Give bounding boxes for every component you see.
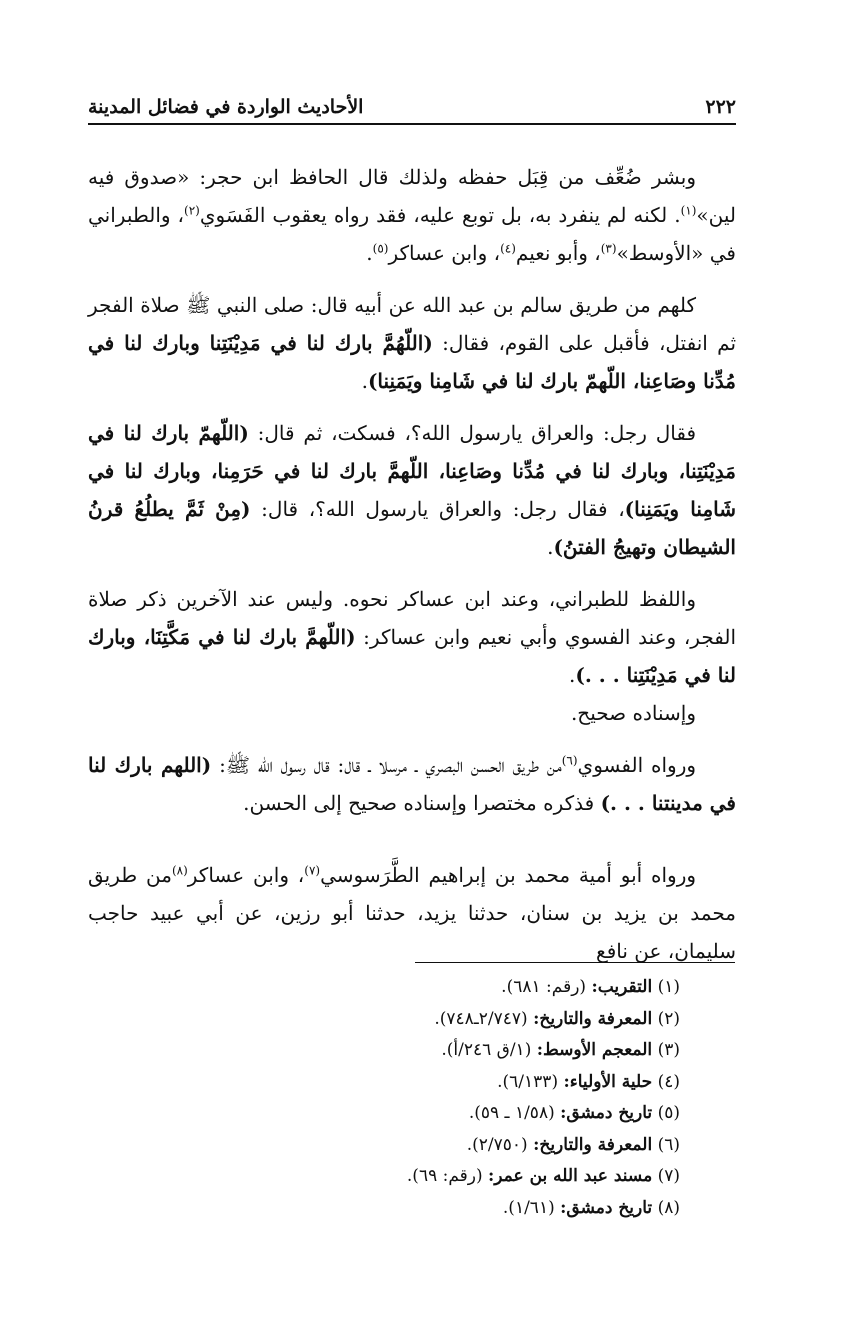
hadith-quote: (اللّهُمَّ بارك لنا في مَدِيْنَتِنا وبارك لنا في مُدِّنا وصَاعِنا، اللّهمّ بارك لنا في شَامِنا ويَمَنِنا) <box>88 331 736 393</box>
paragraph-text: ، والطبراني في «الأوسط» <box>88 203 736 265</box>
paragraph-text: ، وأبو نعيم <box>515 241 601 265</box>
hadith-quote: (اللّهمّ بارك لنا في مَدِيْنَتِنا، وبارك لنا في مُدِّنا وصَاعِنا، اللّهمَّ بارك لنا في حَرَمِنا، وبارك لنا في شَامِنا ويَمَنِنا) <box>88 421 737 521</box>
paragraph-text: . <box>366 241 373 265</box>
paragraph-text: . لكنه لم ينفرد به، بل توبع عليه، فقد رواه يعقوب الفَسَوي <box>199 203 681 227</box>
paragraph-text: . <box>569 663 576 687</box>
paragraph-7 <box>88 856 736 970</box>
footnote-ref[interactable]: (٣) <box>600 241 617 256</box>
footnote-number: (٤) <box>657 1071 680 1092</box>
hadith-quote: (اللهم بارك لنا في مدينتنا . . .) <box>88 753 736 815</box>
footnote-source: تاريخ دمشق: <box>560 1103 653 1123</box>
paragraph-text: وبشر ضُعِّف من قِبَل حفظه ولذلك قال الحافظ ابن حجر: «صدوق فيه لين» <box>88 165 737 227</box>
footnote-ref-text: (رقم: ٦٨١). <box>501 977 587 997</box>
footnote-source: مسند عبد الله بن عمر: <box>488 1166 653 1186</box>
paragraph-5 <box>88 694 736 732</box>
footnote-ref-text: (٦/١٣٣). <box>497 1071 559 1092</box>
paragraph-4 <box>88 580 736 694</box>
paragraph-1 <box>88 158 736 272</box>
paragraph-gap <box>88 836 736 856</box>
footnote-ref[interactable]: (٥) <box>372 241 389 256</box>
footnote-source: حلية الأولياء: <box>563 1071 653 1092</box>
header-rule <box>88 123 736 125</box>
footnote-number: (١) <box>657 977 680 997</box>
paragraph-6 <box>88 746 736 822</box>
paragraph-text: ورواه الفسوي <box>577 753 697 777</box>
paragraph-text: من طريق محمد بن يزيد بن سنان، حدثنا يزيد، حدثنا أبو رزين، عن أبي عبيد حاجب سليمان، عن نافع <box>88 863 736 963</box>
footnote-source: المعجم الأوسط: <box>536 1040 653 1060</box>
footnote-item <box>200 1004 680 1036</box>
footnote-source: المعرفة والتاريخ: <box>533 1008 653 1029</box>
footnote-number: (٥) <box>657 1103 680 1123</box>
paragraph-text: كلهم من طريق سالم بن عبد الله عن أبيه قال: صلى النبي ﷺ صلاة الفجر ثم انفتل، فأقبل على القوم، فقال: <box>88 293 737 355</box>
footnote-separator <box>415 962 735 963</box>
footnote-item <box>200 1098 680 1130</box>
footnote-ref-text: (١/٥٨ ـ ٥٩). <box>468 1103 555 1123</box>
footnote-ref-text: (رقم: ٦٩). <box>406 1166 483 1186</box>
hadith-quote: (اللّهمَّ بارك لنا في مَكَّتِنَا، وبارك لنا في مَدِيْنَتِنا . . .) <box>88 625 736 687</box>
paragraph-text: فذكره مختصرا وإسناده صحيح إلى الحسن. <box>243 791 595 815</box>
paragraph-text: واللفظ للطبراني، وعند ابن عساكر نحوه. وليس عند الآخرين ذكر صلاة الفجر، وعند الفسوي وأبي نعيم وابن عساكر: <box>88 587 737 649</box>
paragraph-text: ، وابن عساكر <box>388 241 501 265</box>
footnote-number: (٨) <box>657 1197 680 1218</box>
paragraph-text: من طريق الحسن البصري ـ مرسلا ـ قال: قال رسول الله ﷺ: <box>219 753 562 777</box>
paragraph-text: ، فقال رجل: والعراق يارسول الله؟، قال: <box>261 497 625 521</box>
paragraph-2 <box>88 286 736 400</box>
footnote-item <box>200 972 680 1004</box>
footnote-ref[interactable]: (٢) <box>184 203 200 218</box>
footnote-number: (٣) <box>657 1040 680 1060</box>
main-text <box>88 158 736 984</box>
footnote-source: التقريب: <box>591 977 653 997</box>
footnote-item <box>200 1161 680 1193</box>
footnote-number: (٢) <box>657 1008 680 1029</box>
footnote-ref-text: (١/٦١). <box>502 1197 555 1218</box>
paragraph-text: ، وابن عساكر <box>187 863 305 887</box>
page-header <box>88 84 736 118</box>
paragraph-text: وإسناده صحيح. <box>570 701 696 725</box>
footnote-ref[interactable]: (٧) <box>304 863 321 878</box>
paragraph-text: . <box>547 535 554 559</box>
footnote-ref-text: (٢/٧٤٧ـ٧٤٨). <box>434 1008 528 1029</box>
footnote-item <box>200 1130 680 1162</box>
footnote-ref[interactable]: (٨) <box>171 863 188 878</box>
footnote-number: (٧) <box>657 1166 680 1186</box>
footnote-ref[interactable]: (٦) <box>561 753 578 768</box>
footnote-item <box>200 1193 680 1225</box>
footnote-ref-text: (٢/٧٥٠). <box>466 1134 528 1155</box>
footnote-item <box>200 1035 680 1067</box>
paragraph-3 <box>88 414 736 566</box>
hadith-quote: (مِنْ ثَمَّ يطلُعُ قرنُ الشيطان وتهيجُ الفتنُ) <box>88 497 736 559</box>
footnote-ref[interactable]: (١) <box>680 203 697 218</box>
footnote-item <box>200 1067 680 1099</box>
footnote-ref-text: (١/ق ٢٤٦/أ). <box>441 1040 532 1060</box>
running-title: الأحاديث الواردة في فضائل المدينة <box>88 96 364 118</box>
paragraph-text: . <box>361 369 368 393</box>
page-number: ٢٢٢ <box>705 96 736 118</box>
footnote-source: المعرفة والتاريخ: <box>533 1134 653 1155</box>
paragraph-text: فقال رجل: والعراق يارسول الله؟، فسكت، ثم قال: <box>257 421 697 445</box>
footnote-ref[interactable]: (٤) <box>500 241 516 256</box>
paragraph-text: ورواه أبو أمية محمد بن إبراهيم الطَّرَسوسي <box>320 863 697 887</box>
footnotes-list <box>200 972 680 1224</box>
footnote-number: (٦) <box>657 1134 680 1155</box>
footnote-source: تاريخ دمشق: <box>560 1197 653 1218</box>
